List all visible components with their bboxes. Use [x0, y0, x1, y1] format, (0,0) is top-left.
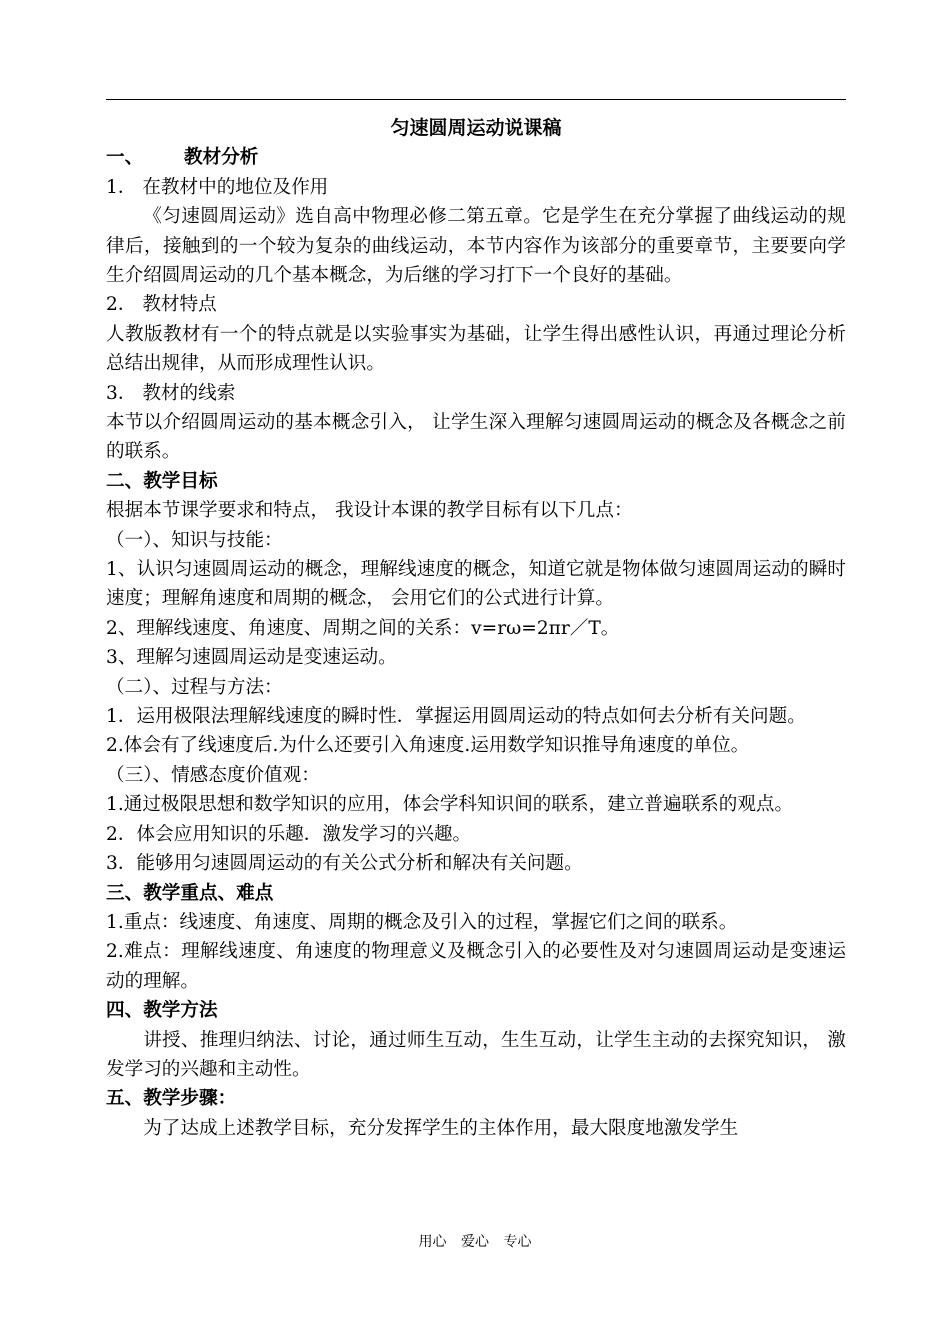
list-item-2-3-3: 3．能够用匀速圆周运动的有关公式分析和解决有关问题。 — [106, 853, 583, 875]
paragraph-4: 讲授、推理归纳法、讨论，通过师生互动，生生互动，让学生主动的去探究知识， 激发学习的兴趣和主动性。 — [106, 1029, 846, 1080]
section-number-1: 一、 — [106, 147, 144, 169]
paragraph-5: 为了达成上述教学目标，充分发挥学生的主体作用，最大限度地激发学生 — [143, 1117, 739, 1139]
document-body — [106, 114, 846, 1143]
section-heading-4: 四、教学方法 — [106, 1000, 218, 1022]
list-item-2-1-3: 3、理解匀速圆周运动是变速运动。 — [106, 647, 397, 669]
subsection-title-1-2: 2． 教材特点 — [106, 294, 217, 316]
list-item-3-2: 2.难点：理解线速度、角速度的物理意义及概念引入的必要性及对匀速圆周运动是变速运动的理解。 — [106, 941, 846, 992]
list-item-2-3-2: 2．体会应用知识的乐趣．激发学习的兴趣。 — [106, 823, 472, 845]
section-heading-1 — [106, 143, 846, 172]
list-item-2-3-1: 1.通过极限思想和数学知识的应用，体会学科知识间的联系，建立普遍联系的观点。 — [106, 794, 794, 816]
section-heading-2: 二、教学目标 — [106, 470, 218, 492]
paragraph-1-3: 本节以介绍圆周运动的基本概念引入， 让学生深入理解匀速圆周运动的概念及各概念之前的联系。 — [106, 412, 846, 463]
paragraph-1-2: 人教版教材有一个的特点就是以实验事实为基础，让学生得出感性认识，再通过理论分析总结出规律，从而形成理性认识。 — [106, 323, 846, 375]
section-heading-5: 五、教学步骤： — [106, 1088, 237, 1110]
subsection-title-1-1: 1． 在教材中的地位及作用 — [106, 176, 329, 198]
subsection-title-2-1: （一）、知识与技能： — [106, 529, 283, 551]
list-item-2-1-2: 2、理解线速度、角速度、周期之间的关系：v=rω=2πr／T。 — [106, 617, 620, 639]
subsection-title-1-3: 3． 教材的线索 — [106, 382, 236, 404]
section-heading-3: 三、教学重点、难点 — [106, 882, 274, 904]
subsection-title-2-2: （二）、过程与方法： — [106, 676, 283, 698]
paragraph-1-1: 《匀速圆周运动》选自高中物理必修二第五章。它是学生在充分掌握了曲线运动的规律后，接触到的一个较为复杂的曲线运动，本节内容作为该部分的重要章节，主要要向学生介绍圆周运动的几个基本概念，为后继的学习打下一个良好的基础。 — [106, 206, 846, 286]
document-title: 匀速圆周运动说课稿 — [390, 117, 562, 139]
subsection-title-2-3: （三）、情感态度价值观： — [106, 764, 320, 786]
list-item-3-1: 1.重点：线速度、角速度、周期的概念及引入的过程，掌握它们之间的联系。 — [106, 911, 738, 933]
page-footer: 用心 爱心 专心 — [418, 1234, 532, 1250]
header-rule — [106, 99, 846, 100]
list-item-2-2-1: 1．运用极限法理解线速度的瞬时性．掌握运用圆周运动的特点如何去分析有关问题。 — [106, 706, 806, 728]
section-heading-text-1: 教材分析 — [184, 147, 259, 169]
list-item-2-1-1: 1、认识匀速圆周运动的概念，理解线速度的概念，知道它就是物体做匀速圆周运动的瞬时速度；理解角速度和周期的概念， 会用它们的公式进行计算。 — [106, 559, 846, 610]
list-item-2-2-2: 2.体会有了线速度后.为什么还要引入角速度.运用数学知识推导角速度的单位。 — [106, 735, 750, 757]
paragraph-2-intro: 根据本节课学要求和特点， 我设计本课的教学目标有以下几点： — [106, 500, 633, 522]
